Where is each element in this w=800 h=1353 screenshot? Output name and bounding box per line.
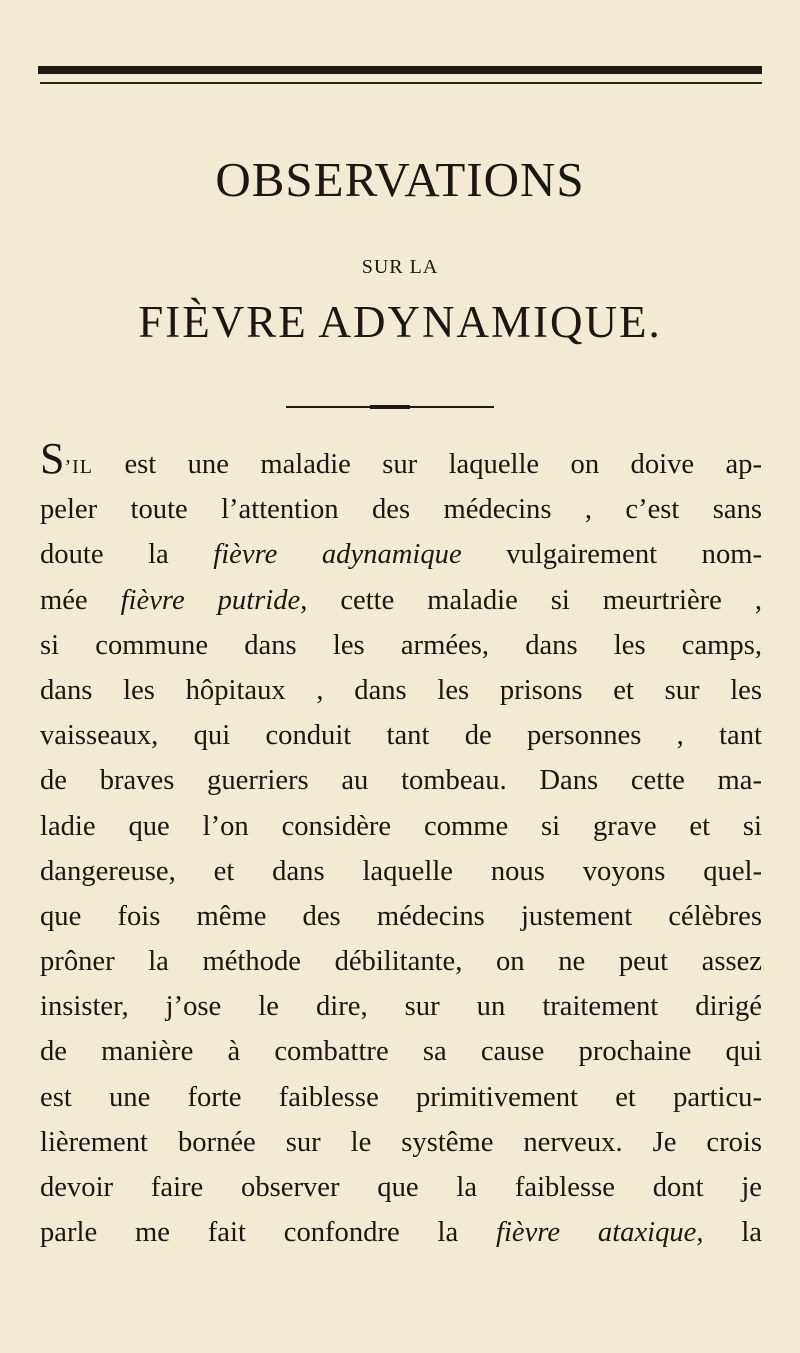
text-line: devoir faire observer que la faiblesse dont je bbox=[40, 1172, 762, 1203]
italic-term: fièvre ataxique bbox=[496, 1217, 697, 1249]
top-rule-thin bbox=[40, 82, 762, 84]
line-text: , la bbox=[696, 1217, 762, 1249]
subtitle-main: FIÈVRE ADYNAMIQUE. bbox=[138, 297, 662, 347]
text-line: lièrement bornée sur le systême nerveux. Je crois bbox=[40, 1126, 762, 1158]
body-paragraph bbox=[40, 434, 762, 1255]
text-line: dans les hôpitaux , dans les prisons et sur les bbox=[40, 674, 762, 706]
text-line: peler toute l’attention des médecins , c’est sans bbox=[40, 494, 762, 526]
text-line: est une forte faiblesse primitivement et particu- bbox=[40, 1081, 762, 1113]
page-title: OBSERVATIONS bbox=[215, 152, 585, 207]
text-line bbox=[40, 532, 762, 577]
text-line: de manière à combattre sa cause prochaine qui bbox=[40, 1036, 762, 1068]
text-line bbox=[40, 434, 762, 487]
line-text: mée bbox=[40, 584, 121, 616]
line-text: doute la bbox=[40, 539, 214, 571]
italic-term: fièvre putride bbox=[120, 584, 301, 616]
text-line: prôner la méthode débilitante, on ne peut assez bbox=[40, 946, 762, 978]
text-line: de braves guerriers au tombeau. Dans cette ma- bbox=[40, 765, 762, 797]
smallcaps-word: ’IL bbox=[64, 456, 94, 478]
text-line: si commune dans les armées, dans les camps, bbox=[40, 629, 762, 661]
top-rule-thick bbox=[38, 66, 762, 74]
dropcap: S bbox=[40, 434, 65, 483]
text-line bbox=[40, 1210, 762, 1255]
text-line: vaisseaux, qui conduit tant de personnes , tant bbox=[40, 720, 762, 752]
line-text: est une maladie sur laquelle on doive ap- bbox=[93, 449, 762, 480]
text-line: insister, j’ose le dire, sur un traitement dirigé bbox=[40, 991, 762, 1023]
line-text: , cette maladie si meurtrière , bbox=[300, 584, 762, 616]
italic-term: fièvre adynamique bbox=[213, 539, 462, 571]
subtitle-small: SUR LA bbox=[361, 256, 439, 278]
ornament-rule bbox=[286, 406, 494, 408]
text-line bbox=[40, 578, 762, 623]
text-line: dangereuse, et dans laquelle nous voyons quel- bbox=[40, 855, 762, 887]
line-text: vulgairement nom- bbox=[461, 539, 762, 571]
text-line: que fois même des médecins justement célèbres bbox=[40, 900, 762, 932]
text-line: ladie que l’on considère comme si grave et si bbox=[40, 810, 762, 842]
line-text: parle me fait confondre la bbox=[40, 1217, 497, 1249]
